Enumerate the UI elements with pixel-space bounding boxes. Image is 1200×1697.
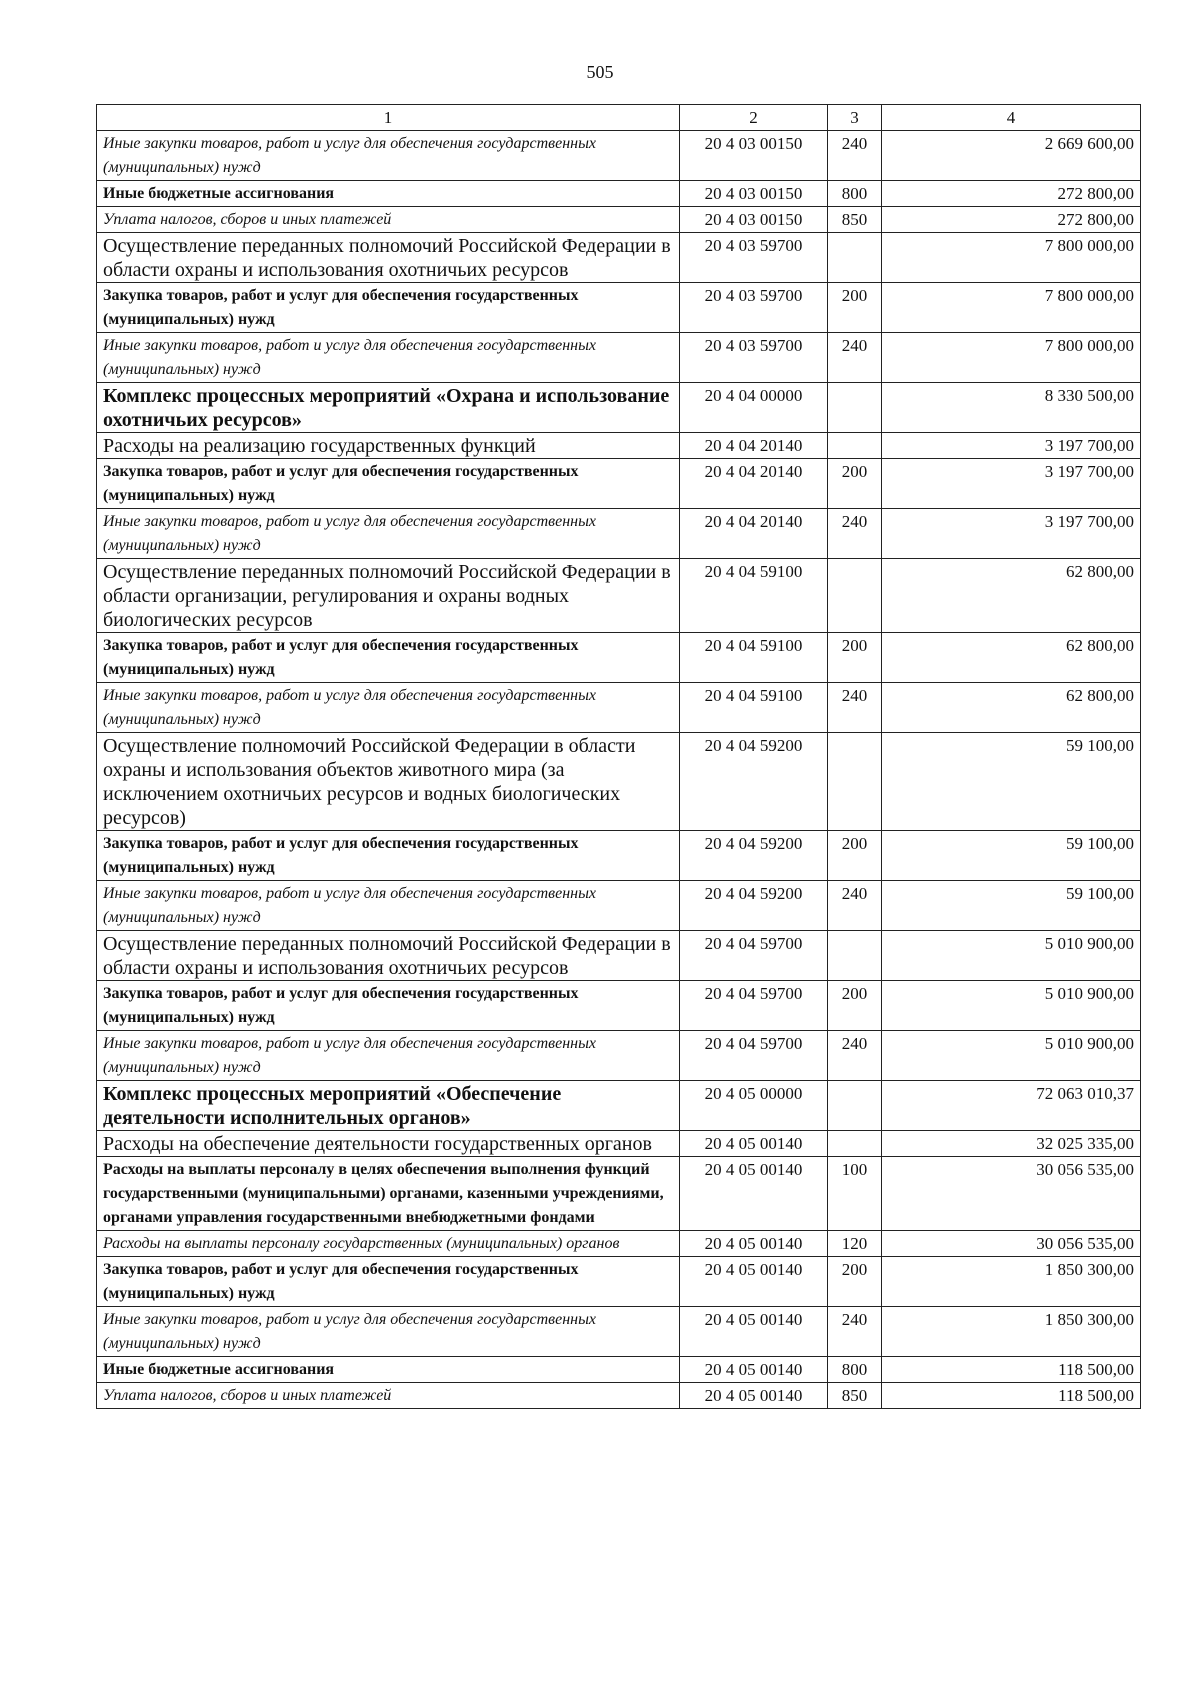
- row-amount-cell: 7 800 000,00: [882, 283, 1141, 333]
- row-amount-cell: 1 850 300,00: [882, 1257, 1141, 1307]
- row-type-cell: 800: [828, 1357, 882, 1383]
- row-amount-cell: 2 669 600,00: [882, 131, 1141, 181]
- column-number-1: 1: [97, 105, 680, 131]
- table-row: [97, 1307, 1141, 1357]
- row-name-cell: Комплекс процессных мероприятий «Обеспечение деятельности исполнительных органов»: [97, 1081, 680, 1131]
- table-row: [97, 459, 1141, 509]
- row-name-cell: Закупка товаров, работ и услуг для обеспечения государственных (муниципальных) нужд: [97, 831, 680, 881]
- row-type-cell: [828, 1131, 882, 1157]
- table-row: [97, 181, 1141, 207]
- table-row: [97, 1081, 1141, 1131]
- row-type-cell: 200: [828, 459, 882, 509]
- row-name-cell: Иные бюджетные ассигнования: [97, 181, 680, 207]
- row-amount-cell: 5 010 900,00: [882, 981, 1141, 1031]
- row-name-cell: Уплата налогов, сборов и иных платежей: [97, 207, 680, 233]
- row-code-cell: 20 4 03 59700: [680, 233, 828, 283]
- table-row: [97, 207, 1141, 233]
- row-amount-cell: 8 330 500,00: [882, 383, 1141, 433]
- table-row: [97, 131, 1141, 181]
- row-amount-cell: 272 800,00: [882, 181, 1141, 207]
- row-type-cell: 240: [828, 881, 882, 931]
- table-row: [97, 683, 1141, 733]
- row-amount-cell: 5 010 900,00: [882, 931, 1141, 981]
- row-name-cell: Уплата налогов, сборов и иных платежей: [97, 1383, 680, 1409]
- row-amount-cell: 272 800,00: [882, 207, 1141, 233]
- table-row: [97, 1157, 1141, 1231]
- row-name-cell: Расходы на выплаты персоналу государственных (муниципальных) органов: [97, 1231, 680, 1257]
- row-code-cell: 20 4 04 59100: [680, 559, 828, 633]
- row-name-cell: Иные закупки товаров, работ и услуг для обеспечения государственных (муниципальных) нужд: [97, 881, 680, 931]
- row-amount-cell: 7 800 000,00: [882, 333, 1141, 383]
- row-name-cell: Осуществление переданных полномочий Российской Федерации в области охраны и использования охотничьих ресурсов: [97, 233, 680, 283]
- table-row: [97, 881, 1141, 931]
- row-name-cell: Осуществление переданных полномочий Российской Федерации в области организации, регулирования и охраны водных биологических ресурсов: [97, 559, 680, 633]
- row-amount-cell: 62 800,00: [882, 683, 1141, 733]
- row-type-cell: 240: [828, 131, 882, 181]
- row-type-cell: [828, 233, 882, 283]
- row-amount-cell: 62 800,00: [882, 633, 1141, 683]
- row-name-cell: Иные закупки товаров, работ и услуг для обеспечения государственных (муниципальных) нужд: [97, 131, 680, 181]
- table-row: [97, 433, 1141, 459]
- row-name-cell: Осуществление переданных полномочий Российской Федерации в области охраны и использования охотничьих ресурсов: [97, 931, 680, 981]
- row-name-cell: Осуществление полномочий Российской Федерации в области охраны и использования объектов животного мира (за исключением охотничьих ресурсов и водных биологических ресурсов): [97, 733, 680, 831]
- row-name-cell: Иные закупки товаров, работ и услуг для обеспечения государственных (муниципальных) нужд: [97, 1031, 680, 1081]
- row-name-cell: Расходы на реализацию государственных функций: [97, 433, 680, 459]
- row-name-cell: Закупка товаров, работ и услуг для обеспечения государственных (муниципальных) нужд: [97, 283, 680, 333]
- row-name-cell: Иные закупки товаров, работ и услуг для обеспечения государственных (муниципальных) нужд: [97, 509, 680, 559]
- table-row: [97, 559, 1141, 633]
- row-code-cell: 20 4 04 59700: [680, 1031, 828, 1081]
- column-number-3: 3: [828, 105, 882, 131]
- table-row: [97, 509, 1141, 559]
- row-amount-cell: 32 025 335,00: [882, 1131, 1141, 1157]
- row-type-cell: 200: [828, 1257, 882, 1307]
- row-amount-cell: 30 056 535,00: [882, 1157, 1141, 1231]
- row-type-cell: 240: [828, 1031, 882, 1081]
- table-row: [97, 383, 1141, 433]
- row-amount-cell: 3 197 700,00: [882, 459, 1141, 509]
- row-amount-cell: 1 850 300,00: [882, 1307, 1141, 1357]
- row-name-cell: Расходы на обеспечение деятельности государственных органов: [97, 1131, 680, 1157]
- row-amount-cell: 7 800 000,00: [882, 233, 1141, 283]
- row-code-cell: 20 4 05 00140: [680, 1157, 828, 1231]
- row-amount-cell: 5 010 900,00: [882, 1031, 1141, 1081]
- row-code-cell: 20 4 05 00140: [680, 1231, 828, 1257]
- row-type-cell: 120: [828, 1231, 882, 1257]
- row-code-cell: 20 4 04 59200: [680, 733, 828, 831]
- row-name-cell: Расходы на выплаты персоналу в целях обеспечения выполнения функций государственными (муниципальными) органами, казенными учреждениями, органами управления государственными внебюджетными фондами: [97, 1157, 680, 1231]
- row-name-cell: Закупка товаров, работ и услуг для обеспечения государственных (муниципальных) нужд: [97, 459, 680, 509]
- row-name-cell: Комплекс процессных мероприятий «Охрана и использование охотничьих ресурсов»: [97, 383, 680, 433]
- row-type-cell: [828, 433, 882, 459]
- row-code-cell: 20 4 04 20140: [680, 433, 828, 459]
- table-row: [97, 1131, 1141, 1157]
- row-type-cell: [828, 931, 882, 981]
- row-code-cell: 20 4 05 00140: [680, 1357, 828, 1383]
- row-type-cell: [828, 733, 882, 831]
- row-type-cell: 200: [828, 283, 882, 333]
- budget-table-body: [97, 105, 1141, 1409]
- row-code-cell: 20 4 04 00000: [680, 383, 828, 433]
- row-type-cell: [828, 559, 882, 633]
- table-row: [97, 1231, 1141, 1257]
- table-row: [97, 1257, 1141, 1307]
- row-code-cell: 20 4 04 20140: [680, 509, 828, 559]
- table-row: [97, 283, 1141, 333]
- row-type-cell: 800: [828, 181, 882, 207]
- row-type-cell: 200: [828, 831, 882, 881]
- page-number: 505: [586, 62, 614, 82]
- row-type-cell: 240: [828, 509, 882, 559]
- row-code-cell: 20 4 04 59700: [680, 981, 828, 1031]
- row-code-cell: 20 4 05 00000: [680, 1081, 828, 1131]
- row-name-cell: Иные закупки товаров, работ и услуг для обеспечения государственных (муниципальных) нужд: [97, 683, 680, 733]
- column-number-row: [97, 105, 1141, 131]
- table-row: [97, 233, 1141, 283]
- row-type-cell: 200: [828, 633, 882, 683]
- table-row: [97, 831, 1141, 881]
- row-type-cell: 240: [828, 683, 882, 733]
- row-code-cell: 20 4 04 59100: [680, 633, 828, 683]
- row-code-cell: 20 4 04 59200: [680, 881, 828, 931]
- table-row: [97, 981, 1141, 1031]
- table-row: [97, 1031, 1141, 1081]
- row-amount-cell: 30 056 535,00: [882, 1231, 1141, 1257]
- row-code-cell: 20 4 04 59200: [680, 831, 828, 881]
- row-code-cell: 20 4 03 00150: [680, 207, 828, 233]
- row-amount-cell: 59 100,00: [882, 733, 1141, 831]
- row-amount-cell: 59 100,00: [882, 831, 1141, 881]
- row-amount-cell: 3 197 700,00: [882, 433, 1141, 459]
- row-type-cell: 850: [828, 207, 882, 233]
- row-code-cell: 20 4 05 00140: [680, 1307, 828, 1357]
- row-code-cell: 20 4 03 59700: [680, 333, 828, 383]
- row-code-cell: 20 4 04 59700: [680, 931, 828, 981]
- row-name-cell: Закупка товаров, работ и услуг для обеспечения государственных (муниципальных) нужд: [97, 1257, 680, 1307]
- column-number-2: 2: [680, 105, 828, 131]
- row-code-cell: 20 4 05 00140: [680, 1131, 828, 1157]
- row-type-cell: 240: [828, 1307, 882, 1357]
- row-type-cell: [828, 1081, 882, 1131]
- table-row: [97, 333, 1141, 383]
- table-row: [97, 931, 1141, 981]
- budget-table: [96, 104, 1141, 1409]
- row-type-cell: [828, 383, 882, 433]
- row-code-cell: 20 4 03 00150: [680, 181, 828, 207]
- row-name-cell: Иные закупки товаров, работ и услуг для обеспечения государственных (муниципальных) нужд: [97, 1307, 680, 1357]
- row-type-cell: 240: [828, 333, 882, 383]
- row-code-cell: 20 4 05 00140: [680, 1383, 828, 1409]
- table-row: [97, 733, 1141, 831]
- row-type-cell: 100: [828, 1157, 882, 1231]
- column-number-4: 4: [882, 105, 1141, 131]
- row-amount-cell: 72 063 010,37: [882, 1081, 1141, 1131]
- row-name-cell: Закупка товаров, работ и услуг для обеспечения государственных (муниципальных) нужд: [97, 633, 680, 683]
- row-amount-cell: 3 197 700,00: [882, 509, 1141, 559]
- row-name-cell: Иные бюджетные ассигнования: [97, 1357, 680, 1383]
- row-code-cell: 20 4 03 00150: [680, 131, 828, 181]
- table-row: [97, 1383, 1141, 1409]
- row-code-cell: 20 4 03 59700: [680, 283, 828, 333]
- table-row: [97, 633, 1141, 683]
- row-code-cell: 20 4 04 59100: [680, 683, 828, 733]
- table-row: [97, 1357, 1141, 1383]
- row-amount-cell: 59 100,00: [882, 881, 1141, 931]
- row-name-cell: Иные закупки товаров, работ и услуг для обеспечения государственных (муниципальных) нужд: [97, 333, 680, 383]
- row-type-cell: 200: [828, 981, 882, 1031]
- row-code-cell: 20 4 05 00140: [680, 1257, 828, 1307]
- row-amount-cell: 118 500,00: [882, 1357, 1141, 1383]
- row-amount-cell: 62 800,00: [882, 559, 1141, 633]
- row-type-cell: 850: [828, 1383, 882, 1409]
- row-code-cell: 20 4 04 20140: [680, 459, 828, 509]
- row-amount-cell: 118 500,00: [882, 1383, 1141, 1409]
- row-name-cell: Закупка товаров, работ и услуг для обеспечения государственных (муниципальных) нужд: [97, 981, 680, 1031]
